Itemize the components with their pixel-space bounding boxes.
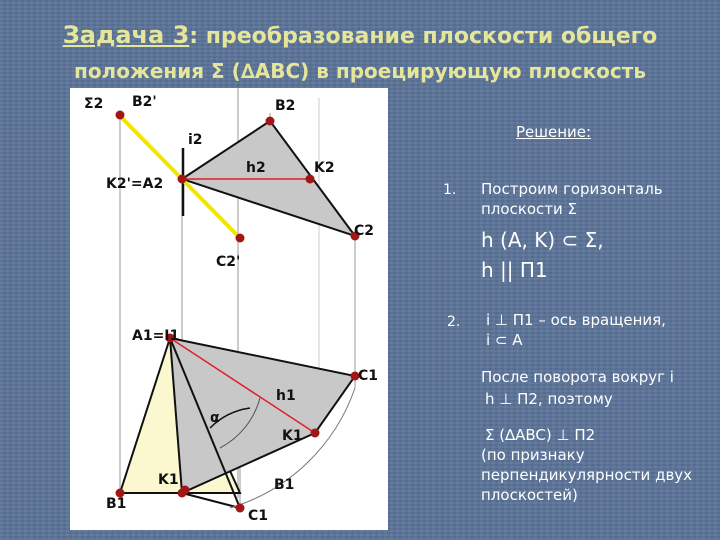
after-rotation-line2: h ⊥ П2, поэтому [485,390,613,408]
step1-formula-1: h (A, K) ⊂ Σ, [481,228,604,252]
label-h1: h1 [276,388,296,404]
solution-heading: Решение: [516,123,592,141]
conclusion-line1: Σ (∆ABC) ⊥ П2 [485,426,596,444]
step2-number: 2. [447,314,461,330]
label-alpha: α [210,410,220,426]
label-h2: h2 [246,160,266,176]
step1-text-line2: плоскости Σ [481,200,578,218]
conclusion-line4: плоскостей) [481,486,578,504]
label-b1p: B1 [274,477,295,493]
point-b2 [266,117,275,126]
edge-b1-c1p [182,493,240,508]
label-k1: K1 [282,428,303,444]
point-k2a2 [178,175,187,184]
title-line-2: положения Σ (∆ABC) в проецирующую плоскость [74,59,646,83]
point-c2p [236,234,245,243]
label-b2: B2 [275,98,296,114]
label-k2: K2 [314,160,335,176]
conclusion-line2: (по признаку [481,446,585,464]
step2-text-line1: i ⊥ П1 – ось вращения, [486,311,666,329]
step1-text-line1: Построим горизонталь [481,180,663,198]
step1-number: 1. [443,182,457,198]
point-c1p [236,504,245,513]
conclusion-line3: перпендикулярности двух [481,466,693,484]
task-label: Задача 3 [62,21,190,49]
step1-formula-2: h || П1 [481,258,548,282]
after-rotation-line1: После поворота вокруг i [481,368,674,386]
label-b1: B1 [106,496,127,512]
title-line-1: Задача 3: преобразование плоскости общего [62,21,658,49]
geometry-figure [70,88,388,530]
title-line-1-rest: преобразование плоскости общего [205,24,658,49]
label-k2a2: K2'=A2 [106,176,164,192]
label-b2p: B2' [132,94,157,110]
label-c1p: C1 [248,508,269,524]
point-b2p [116,111,125,120]
label-c1: C1 [358,368,379,384]
label-k1p: K1' [158,472,183,488]
label-a1i1: A1=I1 [132,328,180,344]
triangle-horizontal-projection [170,338,355,493]
label-c2p: C2' [216,254,241,270]
label-c2: C2 [354,223,375,239]
geometry-drawing [70,88,388,530]
label-sigma2: Σ2 [84,96,104,112]
label-i2: i2 [188,132,203,148]
step2-text-line2: i ⊂ A [486,331,523,349]
slide-title [0,18,720,88]
point-k1 [311,429,320,438]
